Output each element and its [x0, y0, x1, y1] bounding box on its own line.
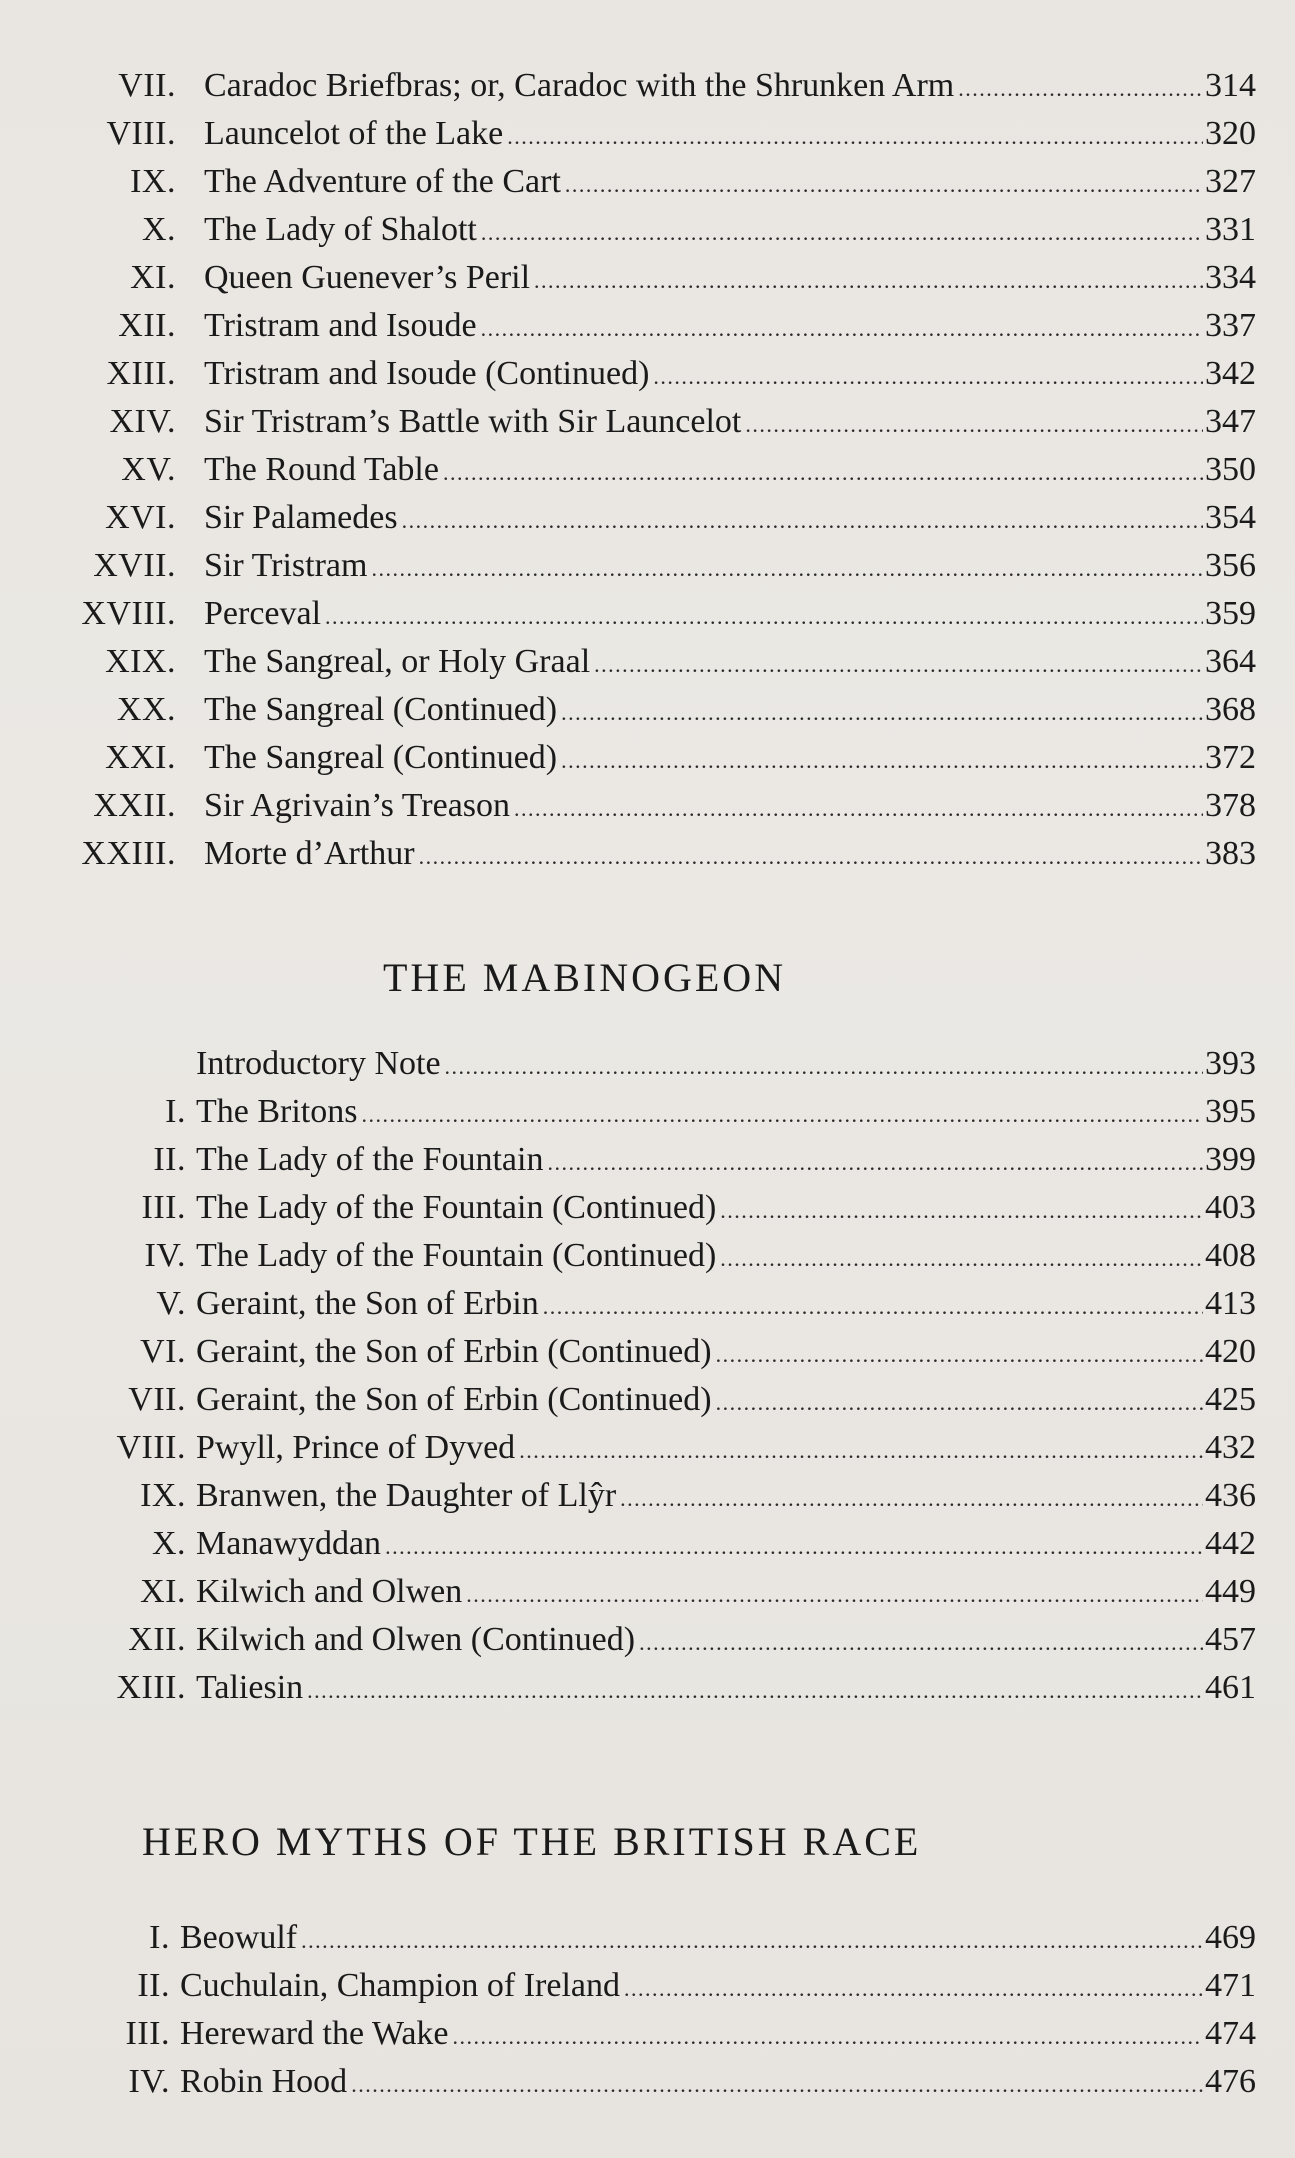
dot-leader [402, 497, 1203, 545]
chapter-title: The Round Table [204, 451, 439, 488]
dot-leader [371, 545, 1203, 593]
dot-leader [445, 1043, 1203, 1091]
chapter-title: Tristram and Isoude (Continued) [204, 355, 650, 392]
page-number: 372 [1205, 739, 1256, 776]
chapter-title: Taliesin [196, 1669, 304, 1706]
toc-entry-line [204, 590, 1256, 638]
toc-entry-line [204, 686, 1256, 734]
toc-entry [0, 1616, 1295, 1664]
chapter-title: The Adventure of the Cart [204, 163, 561, 200]
page-number: 337 [1205, 307, 1256, 344]
toc-entry-line [204, 110, 1256, 158]
toc-entry-line [196, 1472, 1256, 1520]
toc-entry [0, 1664, 1295, 1712]
chapter-number-wrap [0, 1520, 186, 1568]
toc-entry [0, 782, 1295, 830]
toc-entry-line [196, 1376, 1256, 1424]
toc-entry-line [204, 206, 1256, 254]
chapter-title: The Britons [196, 1093, 358, 1130]
page-number: 432 [1205, 1429, 1256, 1466]
page-number: 383 [1205, 835, 1256, 872]
chapter-number-wrap [0, 62, 176, 110]
chapter-number-wrap [0, 158, 176, 206]
dot-leader [481, 209, 1203, 257]
dot-leader [624, 1965, 1203, 2013]
chapter-number: XVI. [105, 499, 176, 536]
chapter-number-wrap [0, 2010, 170, 2058]
toc-entry-line [196, 1232, 1256, 1280]
dot-leader [453, 2013, 1204, 2061]
chapter-title: Geraint, the Son of Erbin (Continued) [196, 1381, 712, 1418]
toc-entry [0, 1424, 1295, 1472]
dot-leader [351, 2061, 1203, 2109]
dot-leader [958, 65, 1203, 113]
dot-leader [419, 833, 1203, 881]
chapter-number: III. [125, 2015, 170, 2052]
chapter-number-wrap [0, 686, 176, 734]
toc-entry [0, 350, 1295, 398]
chapter-number-wrap [0, 1280, 186, 1328]
page-number: 395 [1205, 1093, 1256, 1130]
toc-entry [0, 638, 1295, 686]
chapter-number: IV. [144, 1237, 186, 1274]
page-number: 476 [1205, 2063, 1256, 2100]
page-number: 471 [1205, 1967, 1256, 2004]
toc-entry [0, 302, 1295, 350]
chapter-number: II. [153, 1141, 186, 1178]
chapter-number-wrap [0, 782, 176, 830]
chapter-title: Introductory Note [196, 1045, 441, 1082]
chapter-title: The Sangreal (Continued) [204, 691, 558, 728]
toc-section-mabinogeon [0, 1040, 1295, 1712]
chapter-title: The Sangreal, or Holy Graal [204, 643, 591, 680]
chapter-title: Branwen, the Daughter of Llŷr [196, 1477, 617, 1514]
page-number: 350 [1205, 451, 1256, 488]
chapter-title: Robin Hood [180, 2063, 348, 2100]
chapter-number-wrap [0, 1088, 186, 1136]
chapter-number: I. [149, 1919, 170, 1956]
toc-entry [0, 830, 1295, 878]
chapter-number: I. [165, 1093, 186, 1130]
toc-entry-line [196, 1184, 1256, 1232]
dot-leader [565, 161, 1203, 209]
toc-entry-list [0, 62, 1295, 878]
chapter-number-wrap [0, 830, 176, 878]
chapter-number-wrap [0, 1376, 186, 1424]
dot-leader [519, 1427, 1203, 1475]
chapter-number-wrap [0, 1962, 170, 2010]
page-number: 403 [1205, 1189, 1256, 1226]
page-number: 425 [1205, 1381, 1256, 1418]
toc-entry [0, 1568, 1295, 1616]
toc-entry-line [180, 1914, 1256, 1962]
dot-leader [716, 1331, 1203, 1379]
page-number: 449 [1205, 1573, 1256, 1610]
page-number: 442 [1205, 1525, 1256, 1562]
toc-entry-line [196, 1520, 1256, 1568]
toc-entry-line [204, 398, 1256, 446]
chapter-number: IV. [128, 2063, 170, 2100]
dot-leader [547, 1139, 1203, 1187]
chapter-title: Kilwich and Olwen [196, 1573, 463, 1610]
dot-leader [507, 113, 1203, 161]
chapter-number: XII. [128, 1621, 186, 1658]
chapter-number-wrap [0, 1424, 186, 1472]
page-number: 469 [1205, 1919, 1256, 1956]
chapter-number: XIII. [116, 1669, 186, 1706]
toc-entry-list [0, 1914, 1295, 2106]
page-number: 378 [1205, 787, 1256, 824]
page-number: 413 [1205, 1285, 1256, 1322]
chapter-number-wrap [0, 446, 176, 494]
chapter-number: IX. [140, 1477, 186, 1514]
page-number: 420 [1205, 1333, 1256, 1370]
page-number: 393 [1205, 1045, 1256, 1082]
toc-entry [0, 1962, 1295, 2010]
toc-entry-list [0, 1040, 1295, 1712]
chapter-number: X. [141, 211, 176, 248]
chapter-title: Sir Palamedes [204, 499, 398, 536]
chapter-number: VII. [118, 67, 176, 104]
chapter-title: The Lady of the Fountain (Continued) [196, 1189, 717, 1226]
chapter-title: Geraint, the Son of Erbin [196, 1285, 539, 1322]
chapter-number-wrap [0, 1472, 186, 1520]
toc-entry-line [196, 1136, 1256, 1184]
chapter-title: Tristram and Isoude [204, 307, 477, 344]
chapter-number: XIII. [106, 355, 176, 392]
page-number: 331 [1205, 211, 1256, 248]
dot-leader [716, 1379, 1203, 1427]
page-number: 320 [1205, 115, 1256, 152]
dot-leader [561, 689, 1203, 737]
chapter-number: XXIII. [81, 835, 176, 872]
toc-entry [0, 1520, 1295, 1568]
chapter-title: Caradoc Briefbras; or, Caradoc with the Shrunken Arm [204, 67, 955, 104]
toc-entry [0, 542, 1295, 590]
toc-entry [0, 734, 1295, 782]
page-number: 342 [1205, 355, 1256, 392]
toc-entry-line [204, 542, 1256, 590]
toc-entry [0, 1184, 1295, 1232]
toc-entry-line [204, 302, 1256, 350]
dot-leader [534, 257, 1203, 305]
dot-leader [745, 401, 1203, 449]
dot-leader [543, 1283, 1203, 1331]
dot-leader [466, 1571, 1203, 1619]
toc-entry [0, 590, 1295, 638]
chapter-number-wrap [0, 1914, 170, 1962]
chapter-number: II. [137, 1967, 170, 2004]
toc-entry [0, 1280, 1295, 1328]
chapter-title: The Lady of Shalott [204, 211, 477, 248]
page-number: 356 [1205, 547, 1256, 584]
chapter-number: XVIII. [81, 595, 176, 632]
chapter-number: X. [151, 1525, 186, 1562]
chapter-number-wrap [0, 302, 176, 350]
chapter-title: Geraint, the Son of Erbin (Continued) [196, 1333, 712, 1370]
chapter-number-wrap [0, 1616, 186, 1664]
toc-entry-line [196, 1664, 1256, 1712]
chapter-number: XI. [140, 1573, 186, 1610]
dot-leader [481, 305, 1203, 353]
toc-entry-line [204, 62, 1256, 110]
toc-entry-line [196, 1040, 1256, 1088]
chapter-title: Perceval [204, 595, 322, 632]
dot-leader [301, 1917, 1203, 1965]
toc-entry [0, 1328, 1295, 1376]
toc-entry [0, 446, 1295, 494]
toc-entry-line [196, 1280, 1256, 1328]
page-number: 474 [1205, 2015, 1256, 2052]
toc-entry [0, 1136, 1295, 1184]
page-number: 461 [1205, 1669, 1256, 1706]
chapter-number: XI. [130, 259, 176, 296]
dot-leader [594, 641, 1203, 689]
chapter-title: Launcelot of the Lake [204, 115, 504, 152]
toc-entry [0, 62, 1295, 110]
section-heading-hero-myths: HERO MYTHS OF THE BRITISH RACE [142, 1819, 922, 1864]
chapter-title: Sir Tristram’s Battle with Sir Launcelot [204, 403, 742, 440]
dot-leader [325, 593, 1203, 641]
page-number: 364 [1205, 643, 1256, 680]
chapter-number-wrap [0, 398, 176, 446]
chapter-number-wrap [0, 254, 176, 302]
toc-entry-line [204, 734, 1256, 782]
chapter-number: VI. [140, 1333, 186, 1370]
chapter-number-wrap [0, 734, 176, 782]
page-number: 359 [1205, 595, 1256, 632]
chapter-number: V. [156, 1285, 186, 1322]
toc-entry [0, 110, 1295, 158]
page-number: 399 [1205, 1141, 1256, 1178]
dot-leader [361, 1091, 1203, 1139]
chapter-title: The Lady of the Fountain (Continued) [196, 1237, 717, 1274]
toc-entry [0, 1040, 1295, 1088]
chapter-number: III. [141, 1189, 186, 1226]
dot-leader [385, 1523, 1203, 1571]
chapter-title: The Lady of the Fountain [196, 1141, 544, 1178]
dot-leader [561, 737, 1203, 785]
chapter-number-wrap [0, 638, 176, 686]
page-number: 314 [1205, 67, 1256, 104]
dot-leader [514, 785, 1203, 833]
toc-entry-line [180, 2010, 1256, 2058]
chapter-number: XXII. [93, 787, 176, 824]
page-number: 347 [1205, 403, 1256, 440]
page-number: 408 [1205, 1237, 1256, 1274]
chapter-title: Cuchulain, Champion of Ireland [180, 1967, 621, 2004]
chapter-title: Morte d’Arthur [204, 835, 415, 872]
chapter-number-wrap [0, 350, 176, 398]
toc-entry-line [180, 2058, 1256, 2106]
toc-entry [0, 2058, 1295, 2106]
toc-entry [0, 1376, 1295, 1424]
chapter-number: XIX. [105, 643, 176, 680]
page-number: 354 [1205, 499, 1256, 536]
chapter-number-wrap [0, 1040, 186, 1088]
chapter-number-wrap [0, 110, 176, 158]
chapter-number-wrap [0, 590, 176, 638]
toc-entry [0, 158, 1295, 206]
chapter-number: VIII. [106, 115, 176, 152]
toc-entry-line [204, 638, 1256, 686]
toc-section-hero-myths [0, 1914, 1295, 2106]
dot-leader [720, 1187, 1203, 1235]
toc-entry [0, 1232, 1295, 1280]
chapter-number: XX. [116, 691, 176, 728]
dot-leader [653, 353, 1203, 401]
chapter-number-wrap [0, 1664, 186, 1712]
chapter-title: Pwyll, Prince of Dyved [196, 1429, 516, 1466]
page-number: 457 [1205, 1621, 1256, 1658]
chapter-number: IX. [130, 163, 176, 200]
toc-entry-line [204, 494, 1256, 542]
toc-entry [0, 1914, 1295, 1962]
chapter-number: XVII. [93, 547, 176, 584]
toc-entry-line [196, 1424, 1256, 1472]
page-number: 436 [1205, 1477, 1256, 1514]
toc-entry [0, 1088, 1295, 1136]
chapter-title: Manawyddan [196, 1525, 382, 1562]
toc-entry [0, 686, 1295, 734]
chapter-title: The Sangreal (Continued) [204, 739, 558, 776]
toc-section-arthur [0, 62, 1295, 878]
chapter-number-wrap [0, 542, 176, 590]
toc-entry [0, 206, 1295, 254]
chapter-title: Hereward the Wake [180, 2015, 449, 2052]
toc-entry-line [204, 158, 1256, 206]
toc-entry [0, 494, 1295, 542]
page-number: 327 [1205, 163, 1256, 200]
toc-entry [0, 2010, 1295, 2058]
toc-entry-line [204, 350, 1256, 398]
chapter-title: Sir Tristram [204, 547, 368, 584]
toc-entry-line [204, 830, 1256, 878]
dot-leader [639, 1619, 1203, 1667]
toc-entry-line [204, 782, 1256, 830]
toc-entry-line [204, 254, 1256, 302]
chapter-number: XV. [121, 451, 176, 488]
chapter-number: XIV. [109, 403, 176, 440]
chapter-number: XII. [118, 307, 176, 344]
chapter-number-wrap [0, 206, 176, 254]
chapter-number-wrap [0, 1184, 186, 1232]
dot-leader [720, 1235, 1203, 1283]
toc-entry [0, 398, 1295, 446]
chapter-number-wrap [0, 1328, 186, 1376]
toc-entry-line [180, 1962, 1256, 2010]
dot-leader [620, 1475, 1203, 1523]
toc-entry-line [196, 1328, 1256, 1376]
chapter-title: Sir Agrivain’s Treason [204, 787, 511, 824]
chapter-number: VIII. [116, 1429, 186, 1466]
chapter-title: Kilwich and Olwen (Continued) [196, 1621, 636, 1658]
chapter-number-wrap [0, 1232, 186, 1280]
toc-entry [0, 254, 1295, 302]
page-number: 334 [1205, 259, 1256, 296]
dot-leader [443, 449, 1203, 497]
toc-entry [0, 1472, 1295, 1520]
chapter-number-wrap [0, 1568, 186, 1616]
chapter-number-wrap [0, 1136, 186, 1184]
chapter-title: Queen Guenever’s Peril [204, 259, 531, 296]
chapter-number-wrap [0, 494, 176, 542]
page-number: 368 [1205, 691, 1256, 728]
section-heading-mabinogeon: THE MABINOGEON [383, 955, 787, 1000]
toc-entry-line [196, 1088, 1256, 1136]
chapter-number: XXI. [105, 739, 176, 776]
chapter-number: VII. [128, 1381, 186, 1418]
chapter-number-wrap [0, 2058, 170, 2106]
toc-entry-line [204, 446, 1256, 494]
toc-entry-line [196, 1616, 1256, 1664]
chapter-title: Beowulf [180, 1919, 298, 1956]
dot-leader [307, 1667, 1203, 1715]
toc-entry-line [196, 1568, 1256, 1616]
